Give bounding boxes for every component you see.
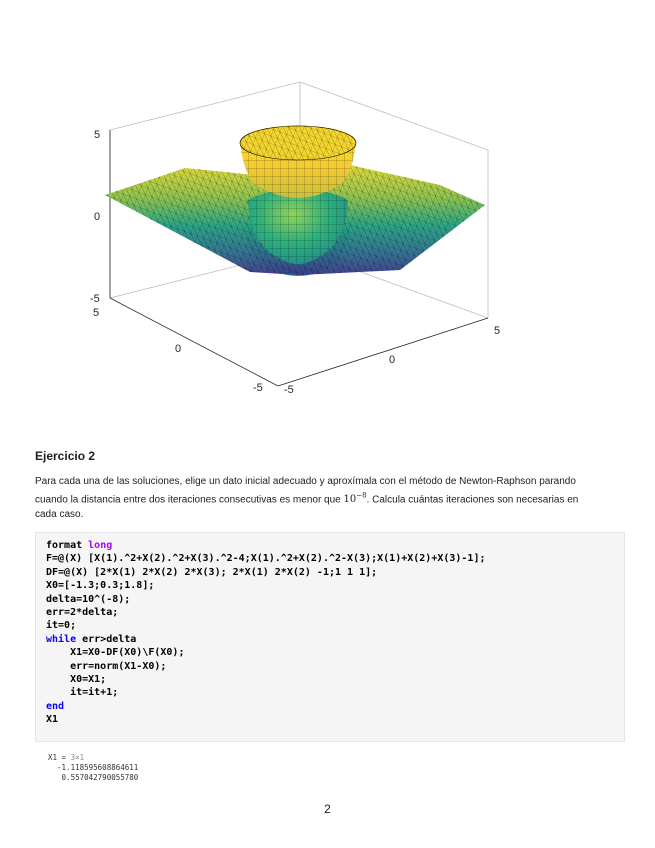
x-tick-label: -5	[284, 384, 294, 396]
statement-text-end: . Calcula cuántas iteraciones son necesarias en cada caso.	[35, 494, 579, 521]
code-line: it=it+1;	[46, 687, 119, 699]
code-line: X0=X1;	[46, 674, 107, 686]
x-tick-label: 0	[389, 354, 396, 366]
math-power: $10^{-8}$	[343, 492, 367, 506]
output-var: X1 =	[48, 753, 71, 762]
exercise-heading: Ejercicio 2	[35, 449, 96, 463]
output-dims: 3×1	[70, 753, 85, 762]
code-line: X1=X0-DF(X0)\F(X0);	[46, 647, 185, 659]
code-line: err=norm(X1-X0);	[46, 660, 167, 672]
output-value: -1.118595608864611	[48, 763, 139, 772]
z-tick-label: -5	[90, 293, 100, 305]
code-block[interactable]	[35, 532, 625, 742]
code-line: F=@(X) [X(1).^2+X(2).^2+X(3).^2-4;X(1).^2+X(2).^2-X(3);X(1)+X(2)+X(3)-1];	[46, 553, 486, 565]
y-tick-label: -5	[253, 382, 263, 394]
command-output	[48, 753, 138, 783]
y-tick-label: 5	[93, 307, 100, 319]
code-string: long	[88, 540, 113, 551]
exercise-statement	[35, 474, 595, 522]
z-tick-label: 0	[94, 211, 101, 223]
code-line: X1	[46, 714, 59, 726]
x-tick-label: 5	[494, 325, 501, 337]
code-line: delta=10^(-8);	[46, 593, 131, 605]
code-line: err>delta	[76, 633, 137, 645]
z-tick-label: 5	[94, 129, 101, 141]
code-line: err=2*delta;	[46, 607, 119, 619]
code-line: X0=[-1.3;0.3;1.8];	[46, 580, 155, 592]
output-value: 0.557042790055780	[48, 773, 139, 782]
statement-text: Para cada una de las soluciones, elige un dato inicial adecuado y aproxímala con el método de Newton-Raphson parando cuando la distancia entre dos iteraciones consecutivas es menor que	[35, 476, 576, 506]
code-line: it=0;	[46, 620, 77, 632]
y-tick-label: 0	[175, 343, 182, 355]
page-number: 2	[324, 802, 331, 816]
code-keyword: while	[46, 633, 77, 645]
code-keyword: format	[46, 540, 83, 551]
surface-plot-figure	[0, 0, 655, 420]
code-keyword: end	[46, 700, 65, 712]
code-line: DF=@(X) [2*X(1) 2*X(2) 2*X(3); 2*X(1) 2*X(2) -1;1 1 1];	[46, 566, 378, 578]
